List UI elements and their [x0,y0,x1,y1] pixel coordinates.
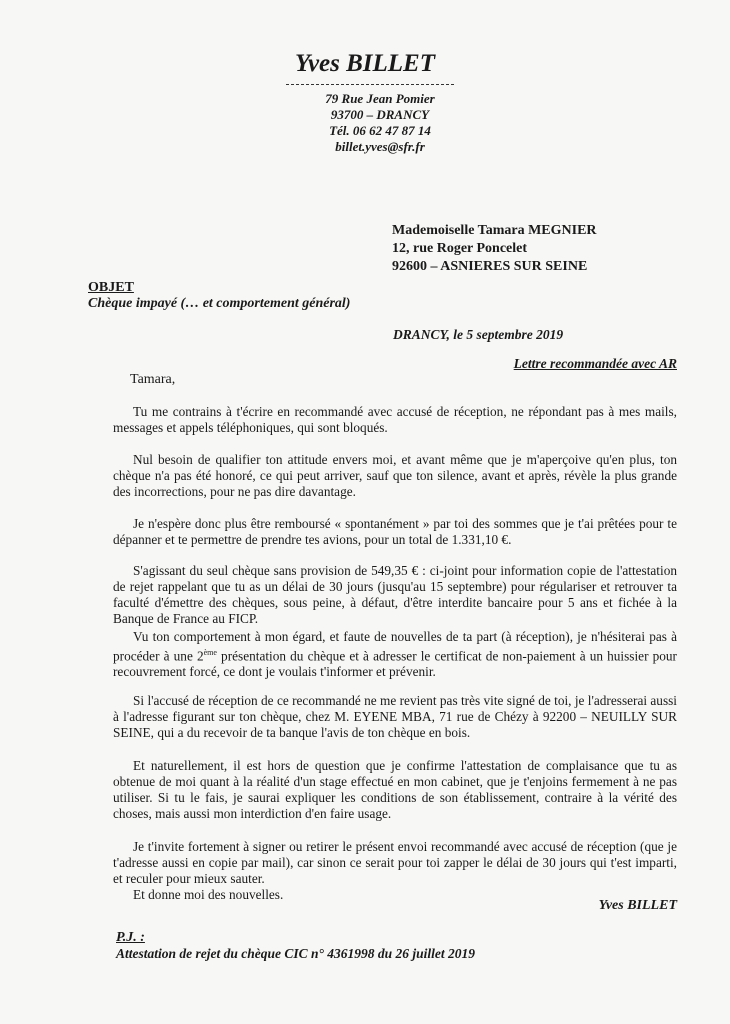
body-paragraph-1: Tu me contrains à t'écrire en recommandé avec accusé de réception, ne répondant pas à mes mails, messages et appels téléphoniques, qui sont bloqués. [113,404,677,435]
body-paragraph-6: Si l'accusé de réception de ce recommandé ne me revient pas très vite signé de toi, je l'adresserai aussi à l'adresse figurant sur ton chèque, chez M. EYENE MBA, 71 rue de Chézy à 92200 – NEUILLY SUR SEINE, qui a du recevoir de ta banque l'avis de ton chèque en bois. [113,693,677,740]
body-paragraph-4: S'agissant du seul chèque sans provision de 549,35 € : ci-joint pour information copie de l'attestation de rejet rappelant que tu as un délai de 30 jours (jusqu'au 15 septembre) pour régulariser et retrouver ta faculté d'émettre des chèques, sous peine, à défaut, d'être interdite bancaire pour 5 ans et fichée à la Banque de France au FICP. [113,563,677,626]
sender-address-block [0,91,730,155]
sender-street: 79 Rue Jean Pomier [325,91,435,106]
signature: Yves BILLET [598,898,677,913]
attachments-label: P.J. : [116,930,145,945]
recipient-address-block [392,222,597,276]
recipient-city: 92600 – ASNIERES SUR SEINE [392,259,588,274]
sender-email: billet.yves@sfr.fr [335,139,425,154]
registered-mail-notice: Lettre recommandée avec AR [513,356,677,371]
sender-divider [286,84,454,85]
body-paragraph-3: Je n'espère donc plus être remboursé « spontanément » par toi des sommes que je t'ai prêtées pour te dépanner et te permettre de prendre tes avions, pour un total de 1.331,10 €. [113,516,677,547]
date-line: DRANCY, le 5 septembre 2019 [393,327,564,342]
body-paragraph-2: Nul besoin de qualifier ton attitude envers moi, et avant même que je m'aperçoive qu'en plus, ton chèque n'a pas été honoré, ce qui peut arriver, sauf que ton silence, avant et après, révèle la plus grande des incorrections, pour ne pas dire davantage. [113,452,677,499]
attachments-text: Attestation de rejet du chèque CIC n° 4361998 du 26 juillet 2019 [116,946,476,961]
salutation: Tamara, [130,372,176,387]
body-paragraph-5 [113,629,677,680]
subject-text: Chèque impayé (… et comportement général) [88,296,351,311]
recipient-street: 12, rue Roger Poncelet [392,241,528,256]
ordinal-superscript: ème [203,648,217,657]
body-paragraph-5-end: présentation du chèque et à adresser le certificat de non-paiement à un huissier pour recouvrement forcé, ce dont je voulais t'informer et prévenir. [113,648,677,680]
sender-city: 93700 – DRANCY [330,107,430,122]
sender-phone: Tél. 06 62 47 87 14 [329,123,431,138]
subject-label: OBJET [88,280,134,295]
body-paragraph-7: Et naturellement, il est hors de question que je confirme l'attestation de complaisance que tu as obtenue de moi quant à la réalité d'un stage effectué en mon cabinet, que je t'enjoins fermement à ne pas utiliser. Si tu le fais, je saurai expliquer les conditions de son établissement, contraire à la vérité des choses, mais aussi mon interdiction d'en faire usage. [113,758,677,821]
recipient-name: Mademoiselle Tamara MEGNIER [392,223,597,238]
sender-name: Yves BILLET [294,50,436,77]
body-paragraph-9: Et donne moi des nouvelles. [133,887,284,902]
body-paragraph-5-start: Vu ton comportement à mon égard, et faute de nouvelles de ta part (à réception), je n'hésiterai pas à procéder à une 2 [113,629,677,664]
body-paragraph-8: Je t'invite fortement à signer ou retirer le présent envoi recommandé avec accusé de réception (que je t'adresse aussi en copie par mail), car sinon ce serait pour toi zapper le délai de 30 jours qui t'est imparti, et reculer pour mieux sauter. [113,839,677,886]
